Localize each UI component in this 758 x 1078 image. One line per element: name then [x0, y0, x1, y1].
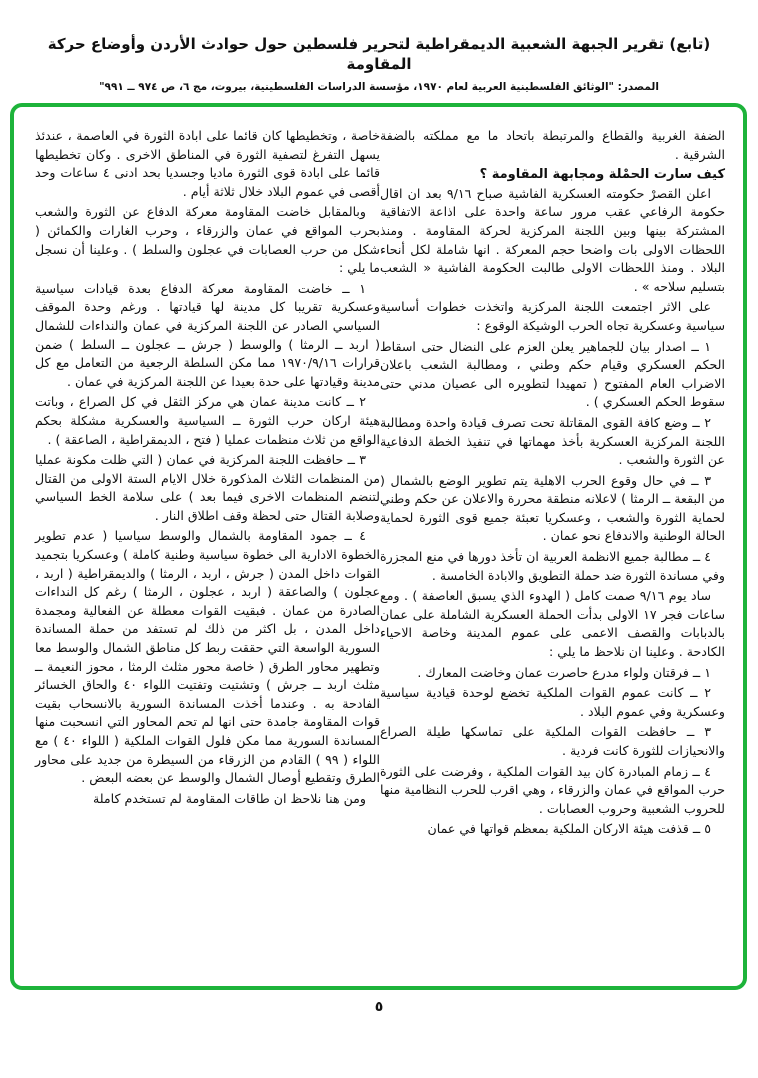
page-footer — [0, 990, 758, 1025]
paragraph: الضفة الغربية والقطاع والمرتبطة باتحاد ما مع مملكته بالضفة الشرقية . — [380, 128, 725, 162]
paragraph: ساد يوم ٩/١٦ صمت كامل ( الهدوء الذي يسبق العاصفة ) . ومع ساعات فجر ١٧ الاولى بدأت الحملة العسكرية الشاملة على عمان بالدبابات والقصف الاعمى على عموم المدينة وخاصة الاحياء الكادحة . وعلينا ان نلاحظ ما يلي : — [380, 588, 726, 660]
list-item: ٤ ــ زمام المبادرة كان بيد القوات الملكية ، وفرضت على الثورة حرب المواقع في عمان والزرقاء ، وهي اقرب للحرب النظامية منها للحروب الشعبية وحروب العصابات . — [380, 763, 725, 816]
left-column — [35, 127, 380, 810]
paragraph: اعلن القصرْ حكومته العسكرية الفاشية صباح ٩/١٦ بعد ان اقال حكومة الرفاعي عقب مرور ساعة واحدة على اذاعة الاتفاقية المشتركة بينها وبين اللجنة المركزية لحركة المقاومة . ومنذ اللحظات الاولى بات واضحا حجم المعركة . انها شاملة لكل أنحاء البلاد . ومنذ اللحظات الاولى طالبت الحكومة الفاشية « الشعب بتسليم سلاحه » . — [380, 185, 725, 294]
list-item: ١ ــ فرقتان ولواء مدرع حاصرت عمان وخاضت المعارك . — [417, 664, 711, 680]
list-item: ٥ ــ قذفت هيئة الاركان الملكية بمعظم قواتها في عمان — [427, 821, 711, 837]
columns — [35, 127, 725, 841]
source-citation: المصدر: "الوثائق الفلسطينية العربية لعام ١٩٧٠، مؤسسة الدراسات الفلسطينية، بيروت، مج ٦، ص ٩٧٤ ــ ٩٩١" — [99, 81, 659, 93]
list-item: ٢ ــ وضع كافة القوى المقاتلة تحت تصرف قيادة واحدة ومطالبة اللجنة المركزية العسكرية بأخذ مهماتها في تنفيذ الخطة الدفاعية عن الثورة والشعب . — [380, 414, 725, 468]
page-number: ٥ — [374, 999, 384, 1015]
list-item: ٤ ــ مطالبة جميع الانظمة العربية ان تأخذ دورها في منع المجزرة وفي مساندة الثورة ضد حملة التطويق والابادة الخامسة . — [380, 549, 725, 583]
list-item: ٣ ــ حافظت اللجنة المركزية في عمان ( التي ظلت مكونة عمليا من المنظمات الثلاث المذكورة خلال الايام الستة الاولى من القتال لتنضم المنظمات الاخرى فيما بعد ) على سلامة الخط السياسي وصلابة القتال حتى لحظة وقف اطلاق النار . — [35, 452, 380, 523]
list-item: ٢ ــ كانت مدينة عمان هي مركز الثقل في كل الصراع ، وباتت هيئة اركان حرب الثورة ــ السياسية والعسكرية مشكلة بحكم الواقع من ثلاث منظمات عمليا ( فتح ، الديمقراطية ، الصاعقة ) . — [35, 394, 380, 447]
paragraph: على الاثر اجتمعت اللجنة المركزية واتخذت خطوات أساسية سياسية وعسكرية تجاه الحرب الوشيكة الوقوع : — [380, 299, 725, 333]
list-item: ٢ ــ كانت عموم القوات الملكية تخضع لوحدة قيادية سياسية وعسكرية وفي عموم البلاد . — [380, 685, 725, 719]
list-item: ٣ ــ حافظت القوات الملكية على تماسكها طيلة الصراع والانحيازات للثورة كانت فردية . — [380, 724, 725, 758]
paragraph: خاصة ، وتخطيطها كان قائما على ابادة الثورة في العاصمة ، عندئذ يسهل التفرغ لتصفية الثورة في المناطق الاخرى . وكان تخطيطها قائما على ابادة قوى الثورة ماديا وجسديا بحد ادنى ٤ ساعات وحد أقصى في عموم البلاد خلال ثلاثة أيام . — [35, 128, 380, 199]
list-item: ١ ــ خاضت المقاومة معركة الدفاع بعدة قيادات سياسية وعسكرية تقريبا كل مدينة لها قيادتها . ورغم وحدة الموقف السياسي الصادر عن اللجنة المركزية في عمان والنداءات للشمال ( اربد ــ الرمثا ) والوسط ( جرش ــ عجلون ــ السلط ) ضمن قرارات ١٩٧٠/٩/١٦ مما مكن السلطة الرجعية من التعامل مع كل مدينة وقيادتها على حدة بعيدا عن اللجنة المركزية في عمان . — [35, 280, 380, 389]
section-heading: كيف سارت الحمْلة ومجابهة المقاومة ؟ — [479, 167, 725, 183]
page-header — [0, 0, 758, 95]
list-item: ٤ ــ جمود المقاومة بالشمال والوسط سياسيا ( عدم تطوير الخطوة الادارية الى خطوة سياسية وطنية كاملة ) وعسكريا بتجميد القوات داخل المدن ( جرش ، اربد ، الرمثا ) والديمقراطية ( اربد ، عجلون ) والصاعقة ( اربد ، عجلون ، الرمثا ) رغم كل النداءات الصادرة من عمان . فبقيت القوات معطلة عن الفعالية ومجمدة داخل المدن ، بل اكثر من ذلك لم تستفد من حملة المساندة السورية الواسعة التي حققت ربط كل مناطق الشمال والوسط معا وتطهير محاور الطرق ( خاصة محور مثلث الرمثا ، محوز النعيمة ــ مثلث اربد ــ جرش ) وتشتيت وتفتيت اللواء ٤٠ والحاق الخسائر الفادحة به . وعندما أخذت المساندة السورية بالانسحاب بقيت قوات المقاومة جامدة حتى انها لم تحم المحاور التي انسحبت منها المساندة السورية مما مكن فلول القوات الملكية ( اللواء ٤٠ ) مع اللواء ( ٩٩ ) القادم من الزرقاء من السيطرة من جديد على محاور الطرق وتقطيع أوصال الشمال والوسط عن بعضه البعض . — [35, 528, 380, 786]
green-frame — [10, 103, 747, 990]
list-item: ١ ــ اصدار بيان للجماهير يعلن العزم على النضال حتى اسقاط الحكم العسكري وقيام حكم وطني ، ومطالبة الشعب باعلان الاضراب العام المفتوح ( تمهيدا لتطويره الى عصيان مدني حتى سقوط الحكم العسكري ) . — [380, 338, 725, 410]
paragraph: وبالمقابل خاضت المقاومة معركة الدفاع عن الثورة والشعب بحرب المواقع في عمان والزرقاء ، وحرب الغارات والكمائن ( شكل من حرب العصابات في عجلون والسلط ) . وعلينا أن نسجل ما يلي : — [35, 204, 380, 276]
list-item: ٣ ــ في حال وقوع الحرب الاهلية يتم تطوير الوضع بالشمال ( من البقعة ــ الرمثا ) لاعلانه منطقة محررة والاعلان عن حكم وطني لحماية الثورة والشعب ، وعسكريا تعبئة جميع قوى الثورة لحماية الحالة الوطنية والاندفاع نحو عمان . — [380, 472, 725, 544]
right-column — [380, 127, 725, 841]
document-title: (تابع) تقرير الجبهة الشعبية الديمقراطية لتحرير فلسطين حول حوادث الأردن وأوضاع حركة المقاومة — [47, 35, 711, 73]
paragraph: ومن هنا نلاحظ ان طاقات المقاومة لم تستخدم كاملة — [93, 790, 366, 806]
